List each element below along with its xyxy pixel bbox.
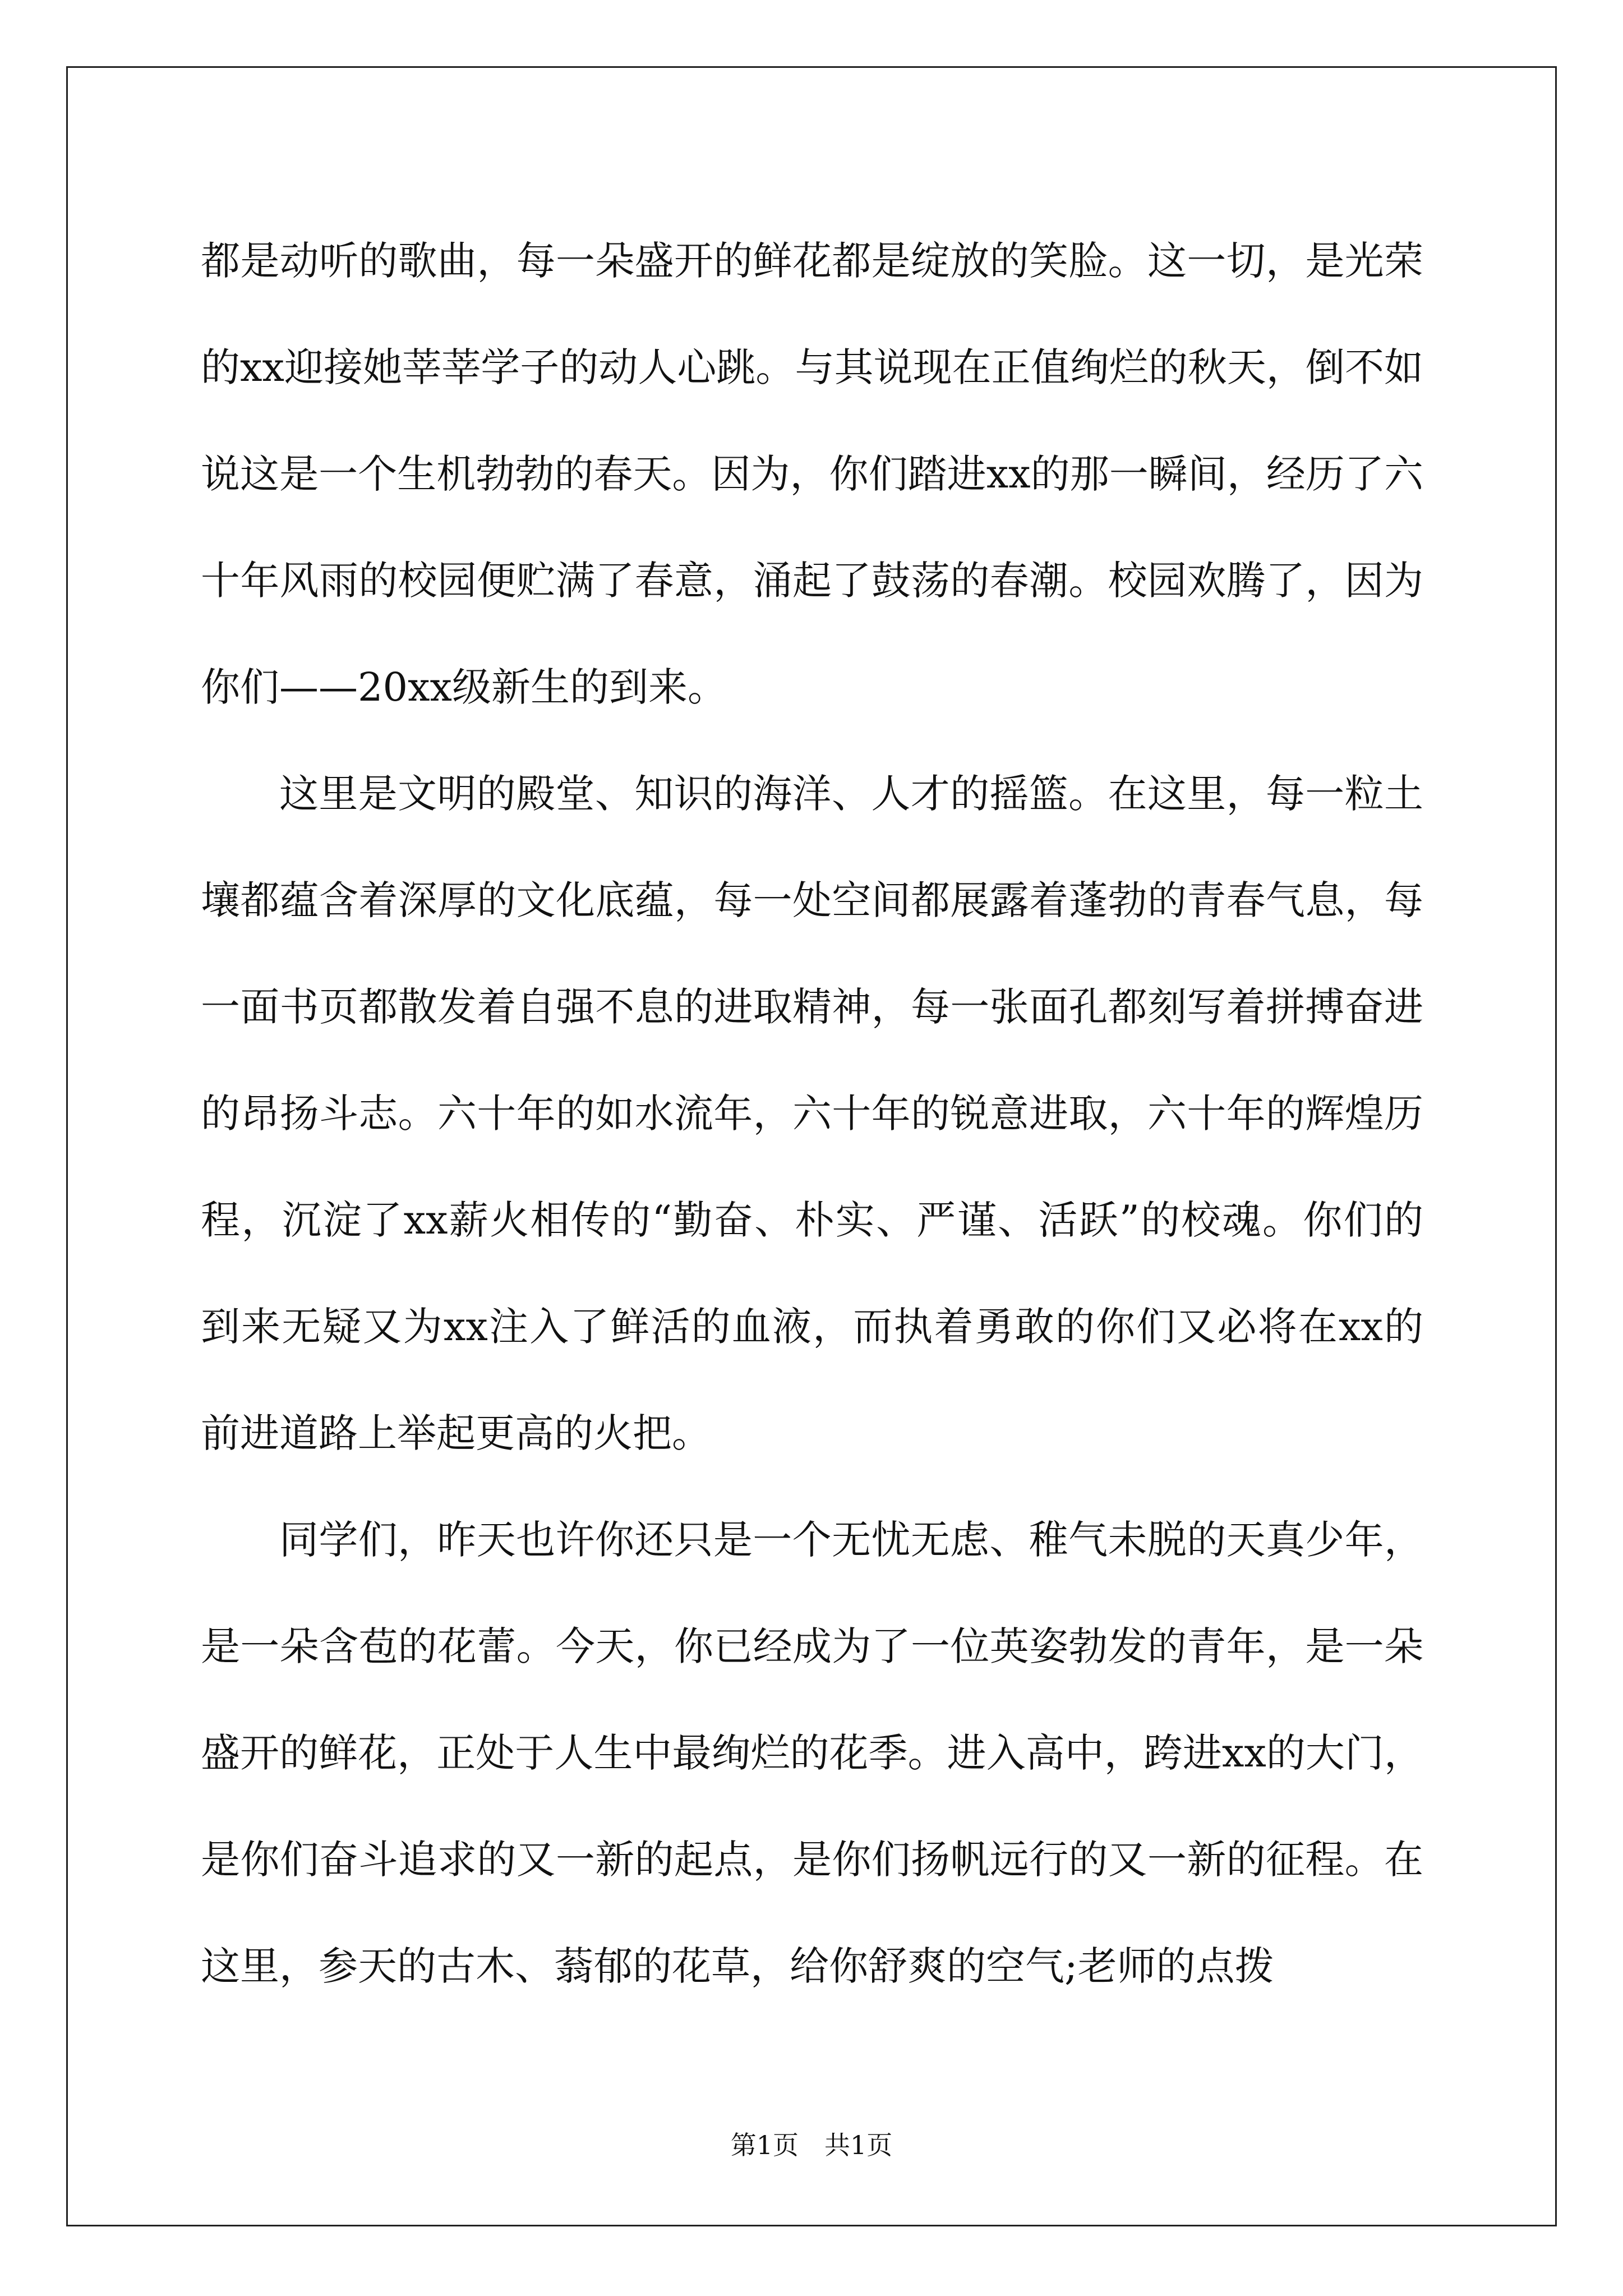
page-footer: 第1页 共1页 — [730, 2130, 893, 2160]
paragraph-1: 都是动听的歌曲，每一朵盛开的鲜花都是绽放的笑脸。这一切，是光荣的xx迎接她莘莘学子的动人心跳。与其说现在正值绚烂的秋天，倒不如说这是一个生机勃勃的春天。因为，你们踏进xx的那一瞬间，经历了六十年风雨的校园便贮满了春意，涌起了鼓荡的春潮。校园欢腾了，因为你们——20xx级新生的到来。 — [201, 238, 1423, 710]
paragraph-2: 这里是文明的殿堂、知识的海洋、人才的摇篮。在这里，每一粒土壤都蕴含着深厚的文化底蕴，每一处空间都展露着蓬勃的青春气息，每一面书页都散发着自强不息的进取精神，每一张面孔都刻写着拼搏奋进的昂扬斗志。六十年的如水流年，六十年的锐意进取，六十年的辉煌历程，沉淀了xx薪火相传的“勤奋、朴实、严谨、活跃”的校魂。你们的到来无疑又为xx注入了鲜活的血液，而执着勇敢的你们又必将在xx的前进道路上举起更高的火把。 — [201, 771, 1423, 1456]
document-body — [201, 208, 1423, 2019]
paragraph-3: 同学们，昨天也许你还只是一个无忧无虑、稚气未脱的天真少年，是一朵含苞的花蕾。今天，你已经成为了一位英姿勃发的青年，是一朵盛开的鲜花，正处于人生中最绚烂的花季。进入高中，跨进xx的大门，是你们奋斗追求的又一新的起点，是你们扬帆远行的又一新的征程。在这里，参天的古木、蓊郁的花草，给你舒爽的空气;老师的点拨 — [201, 1517, 1423, 1989]
